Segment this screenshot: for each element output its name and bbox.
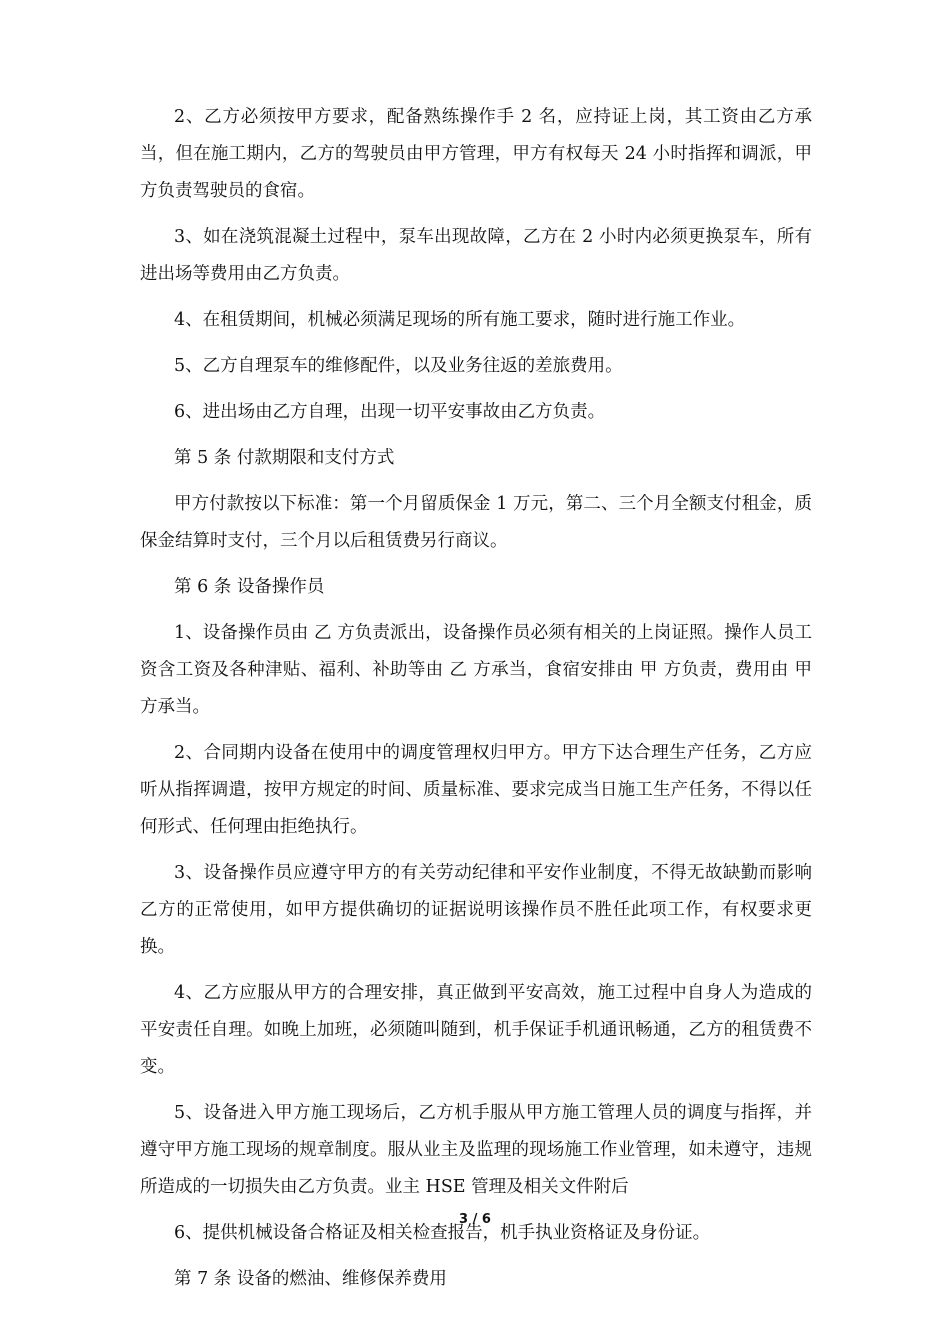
section-heading-article-7: 第 7 条 设备的燃油、维修保养费用 [174,1269,447,1289]
clause-repair-parts: 5、乙方自理泵车的维修配件，以及业务往返的差旅费用。 [174,356,623,376]
section-heading-article-5: 第 5 条 付款期限和支付方式 [174,448,395,468]
clause-certificates: 6、提供机械设备合格证及相关检查报告，机手执业资格证及身份证。 [174,1223,711,1243]
clause-operator-staffing: 2、乙方必须按甲方要求，配备熟练操作手 2 名，应持证上岗，其工资由乙方承当，但在施工期内，乙方的驾驶员由甲方管理，甲方有权每天 24 小时指挥和调派，甲方负责驾驶员的食宿。 [140,107,812,201]
clause-construction-requirements: 4、在租赁期间，机械必须满足现场的所有施工要求，随时进行施工作业。 [174,310,746,330]
clause-pump-failure: 3、如在浇筑混凝土过程中，泵车出现故障，乙方在 2 小时内必须更换泵车，所有进出场等费用由乙方负责。 [140,227,812,284]
clause-site-rules: 5、设备进入甲方施工现场后，乙方机手服从甲方施工管理人员的调度与指挥，并遵守甲方施工现场的规章制度。服从业主及监理的现场施工作业管理，如未遵守，违规所造成的一切损失由乙方负责。业主 HSE 管理及相关文件附后 [140,1103,812,1197]
clause-dispatch-management: 2、合同期内设备在使用中的调度管理权归甲方。甲方下达合理生产任务，乙方应听从指挥调遣，按甲方规定的时间、质量标准、要求完成当日施工生产任务，不得以任何形式、任何理由拒绝执行。 [140,743,812,837]
document-body [140,99,812,1307]
page-number: 3 / 6 [459,1212,491,1227]
clause-safety-responsibility: 6、进出场由乙方自理，出现一切平安事故由乙方负责。 [174,402,606,422]
clause-labor-discipline: 3、设备操作员应遵守甲方的有关劳动纪律和平安作业制度，不得无故缺勤而影响乙方的正常使用，如甲方提供确切的证据说明该操作员不胜任此项工作，有权要求更换。 [140,863,812,957]
section-heading-article-6: 第 6 条 设备操作员 [174,577,325,597]
clause-arrangement-obedience: 4、乙方应服从甲方的合理安排，真正做到平安高效，施工过程中自身人为造成的平安责任自理。如晚上加班，必须随叫随到，机手保证手机通讯畅通，乙方的租赁费不变。 [140,983,812,1077]
clause-payment-terms: 甲方付款按以下标准：第一个月留质保金 1 万元，第二、三个月全额支付租金，质保金结算时支付，三个月以后租赁费另行商议。 [140,494,812,551]
clause-operator-dispatch: 1、设备操作员由 乙 方负责派出，设备操作员必须有相关的上岗证照。操作人员工资含工资及各种津贴、福利、补助等由 乙 方承当，食宿安排由 甲 方负责，费用由 甲 方承当。 [140,623,812,717]
